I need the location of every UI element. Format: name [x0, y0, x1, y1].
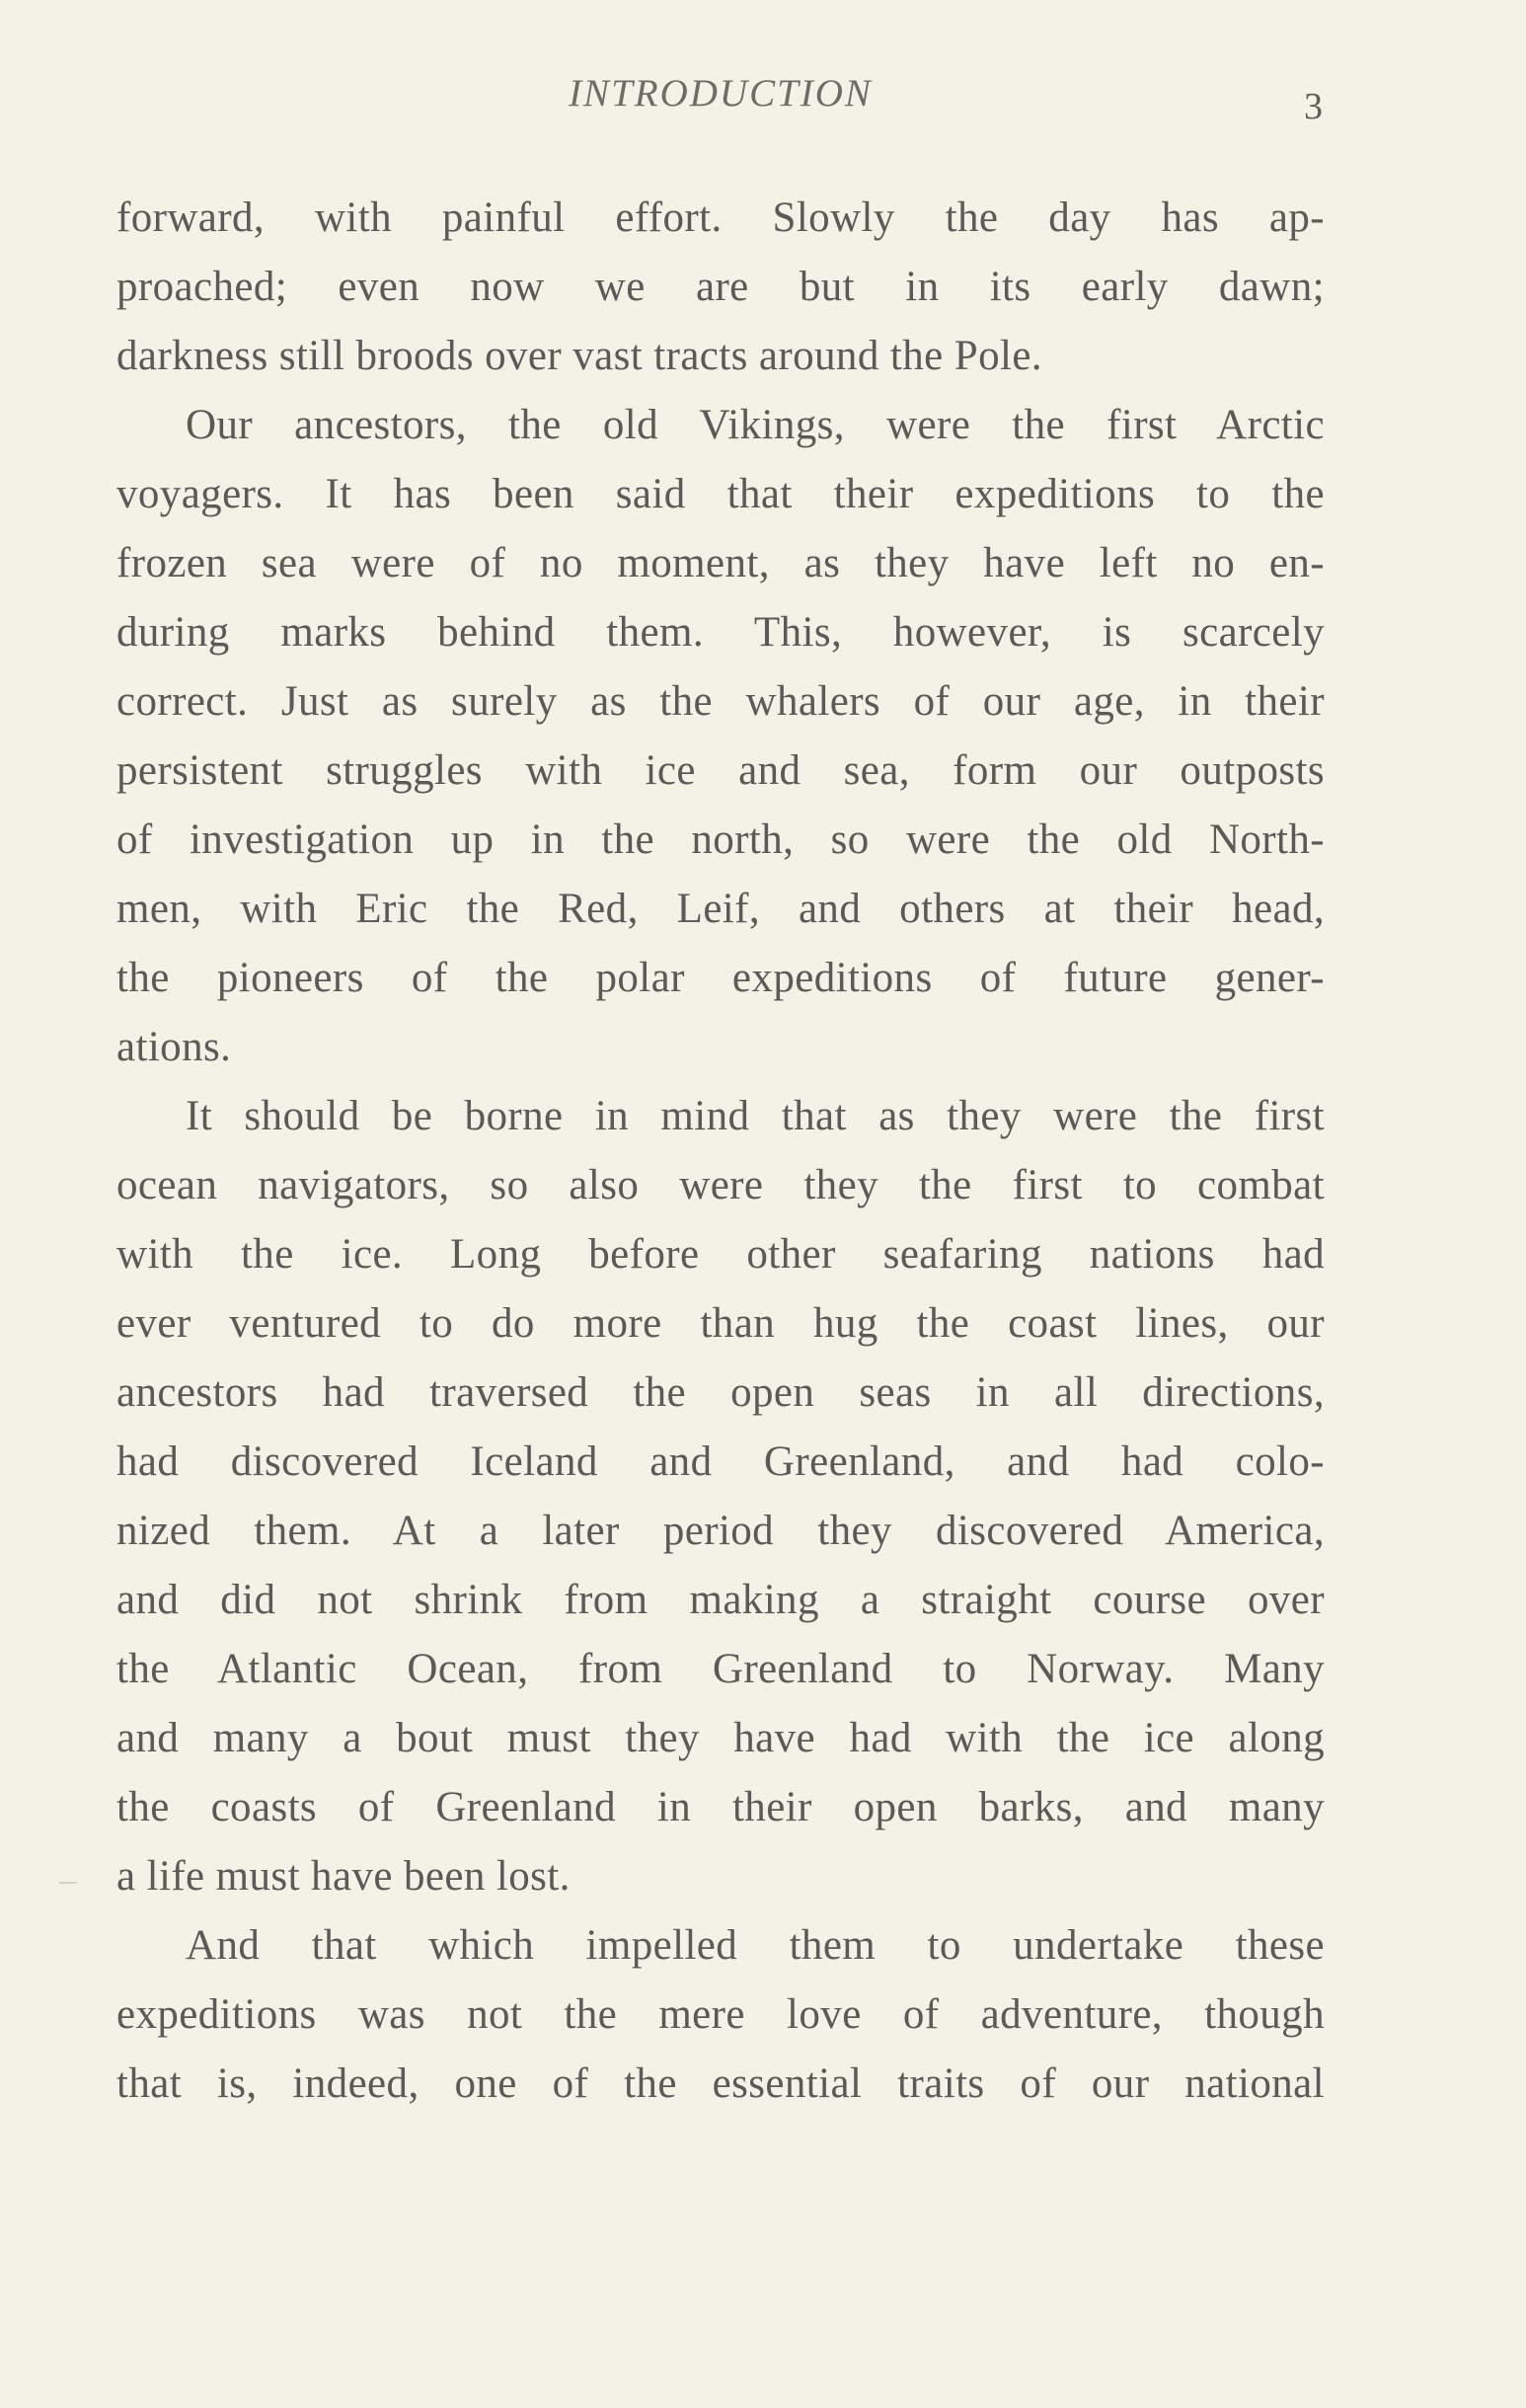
text-line: ocean navigators, so also were they the first to combat — [116, 1162, 1325, 1208]
text-line: ations. — [116, 1024, 232, 1070]
text-line: the Atlantic Ocean, from Greenland to Norway. Many — [116, 1646, 1325, 1692]
text-line: and many a bout must they have had with the ice along — [116, 1715, 1325, 1761]
text-line: voyagers. It has been said that their expeditions to the — [116, 471, 1325, 517]
paragraph-2 — [116, 391, 1325, 1082]
text-line: of investigation up in the north, so were the old North- — [116, 816, 1325, 863]
text-line: a life must have been lost. — [116, 1853, 571, 1900]
text-line: expeditions was not the mere love of adventure, though — [116, 1991, 1325, 2038]
paragraph-4 — [116, 1911, 1325, 2119]
text-line: persistent struggles with ice and sea, form our outposts — [116, 747, 1325, 794]
text-line: and did not shrink from making a straight course over — [116, 1577, 1325, 1623]
text-line: men, with Eric the Red, Leif, and others at their head, — [116, 886, 1325, 932]
text-line: during marks behind them. This, however, is scarcely — [116, 609, 1325, 656]
text-line: It should be borne in mind that as they were the first — [186, 1093, 1325, 1139]
text-line: with the ice. Long before other seafaring nations had — [116, 1231, 1325, 1278]
page-number: 3 — [1304, 86, 1323, 127]
paragraph-1 — [116, 184, 1325, 391]
text-line: And that which impelled them to undertake these — [186, 1922, 1325, 1969]
running-head — [118, 71, 1323, 130]
text-line: frozen sea were of no moment, as they have left no en- — [116, 540, 1325, 586]
running-title: INTRODUCTION — [569, 72, 873, 115]
text-line: forward, with painful effort. Slowly the day has ap- — [116, 194, 1325, 241]
text-line: Our ancestors, the old Vikings, were the first Arctic — [186, 402, 1325, 448]
text-line: darkness still broods over vast tracts around the Pole. — [116, 333, 1042, 379]
paragraph-3 — [116, 1082, 1325, 1911]
text-line: ever ventured to do more than hug the coast lines, our — [116, 1300, 1325, 1347]
text-line: that is, indeed, one of the essential traits of our national — [116, 2060, 1325, 2107]
body-text — [116, 184, 1325, 2119]
text-line: nized them. At a later period they discovered America, — [116, 1508, 1325, 1554]
text-line: proached; even now we are but in its early dawn; — [116, 264, 1325, 310]
text-line: ancestors had traversed the open seas in all directions, — [116, 1369, 1325, 1416]
text-line: correct. Just as surely as the whalers of our age, in their — [116, 678, 1325, 725]
text-line: the coasts of Greenland in their open barks, and many — [116, 1784, 1325, 1830]
margin-mark — [59, 1882, 77, 1884]
text-line: had discovered Iceland and Greenland, and had colo- — [116, 1438, 1325, 1485]
text-line: the pioneers of the polar expeditions of future gener- — [116, 955, 1325, 1001]
